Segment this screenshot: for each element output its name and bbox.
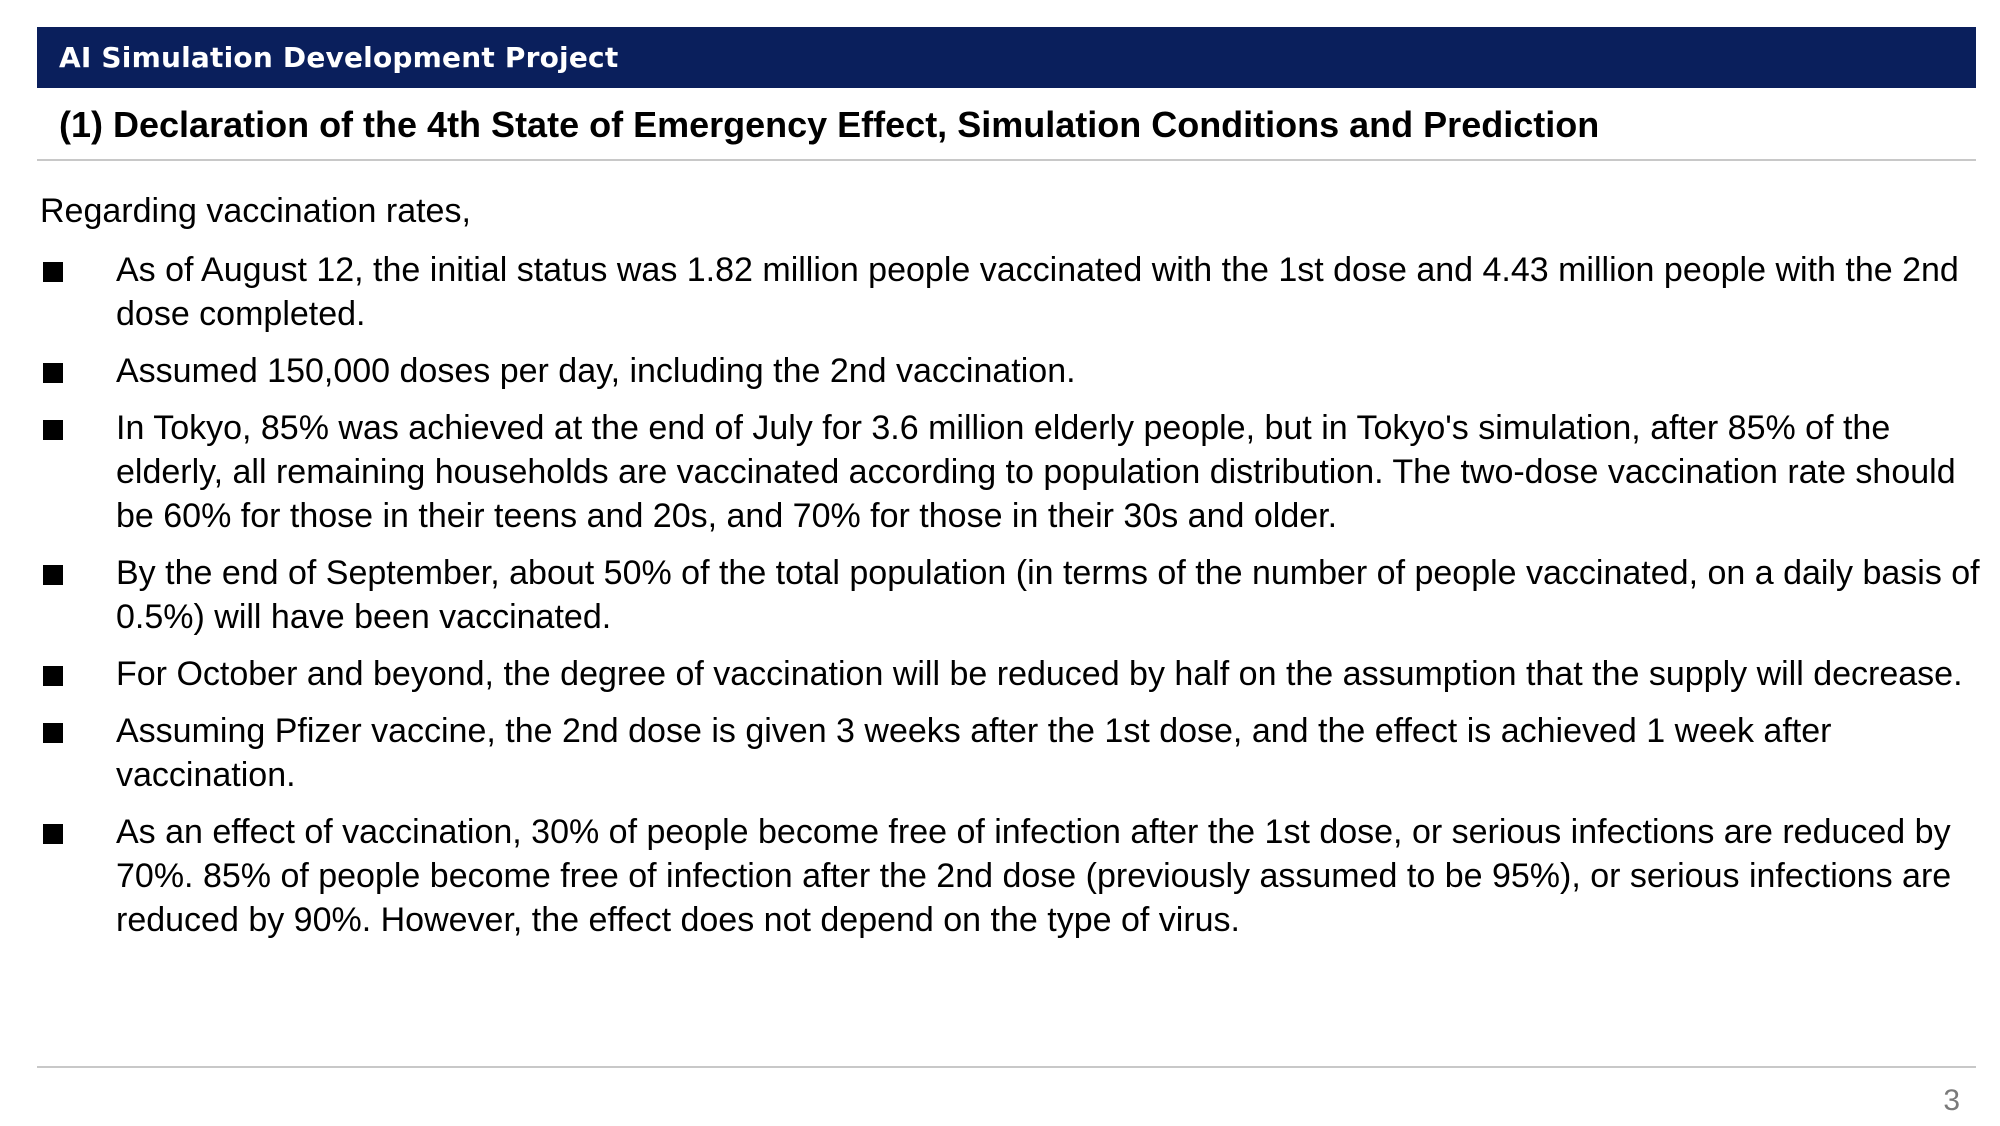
header-title: AI Simulation Development Project bbox=[59, 41, 619, 74]
bullet-text: By the end of September, about 50% of the total population (in terms of the number of people vaccinated, on a daily basis of 0.5%) will have been vaccinated. bbox=[116, 554, 1980, 636]
square-bullet-icon bbox=[43, 262, 63, 282]
page-number: 3 bbox=[1943, 1084, 1960, 1117]
bullet-list bbox=[40, 248, 1980, 955]
bullet-item bbox=[40, 349, 1980, 393]
square-bullet-icon bbox=[43, 363, 63, 383]
bullet-item bbox=[40, 406, 1980, 538]
title-divider bbox=[37, 159, 1976, 161]
bullet-text: As an effect of vaccination, 30% of people become free of infection after the 1st dose, or serious infections are reduced by 70%. 85% of people become free of infection after the 2nd dose (previously assumed to be 95%), or serious infections are reduced by 90%. However, the effect does not depend on the type of virus. bbox=[116, 813, 1952, 939]
bullet-item bbox=[40, 709, 1980, 797]
square-bullet-icon bbox=[43, 565, 63, 585]
header-bar bbox=[37, 27, 1976, 88]
bullet-item bbox=[40, 810, 1980, 942]
page-title: (1) Declaration of the 4th State of Emergency Effect, Simulation Conditions and Prediction bbox=[59, 104, 1600, 145]
square-bullet-icon bbox=[43, 723, 63, 743]
square-bullet-icon bbox=[43, 420, 63, 440]
bullet-text: Assumed 150,000 doses per day, including the 2nd vaccination. bbox=[116, 352, 1076, 390]
bullet-text: As of August 12, the initial status was 1.82 million people vaccinated with the 1st dose and 4.43 million people with the 2nd dose completed. bbox=[116, 251, 1959, 333]
square-bullet-icon bbox=[43, 666, 63, 686]
bullet-item bbox=[40, 248, 1980, 336]
bullet-text: For October and beyond, the degree of vaccination will be reduced by half on the assumption that the supply will decrease. bbox=[116, 655, 1963, 693]
bullet-item bbox=[40, 652, 1980, 696]
bullet-item bbox=[40, 551, 1980, 639]
intro-text: Regarding vaccination rates, bbox=[40, 192, 471, 230]
bullet-text: In Tokyo, 85% was achieved at the end of July for 3.6 million elderly people, but in Tokyo's simulation, after 85% of the elderly, all remaining households are vaccinated according to population distribution. The two-dose vaccination rate should be 60% for those in their teens and 20s, and 70% for those in their 30s and older. bbox=[116, 409, 1956, 535]
square-bullet-icon bbox=[43, 824, 63, 844]
footer-divider bbox=[37, 1066, 1976, 1068]
bullet-text: Assuming Pfizer vaccine, the 2nd dose is given 3 weeks after the 1st dose, and the effect is achieved 1 week after vaccination. bbox=[116, 712, 1832, 794]
